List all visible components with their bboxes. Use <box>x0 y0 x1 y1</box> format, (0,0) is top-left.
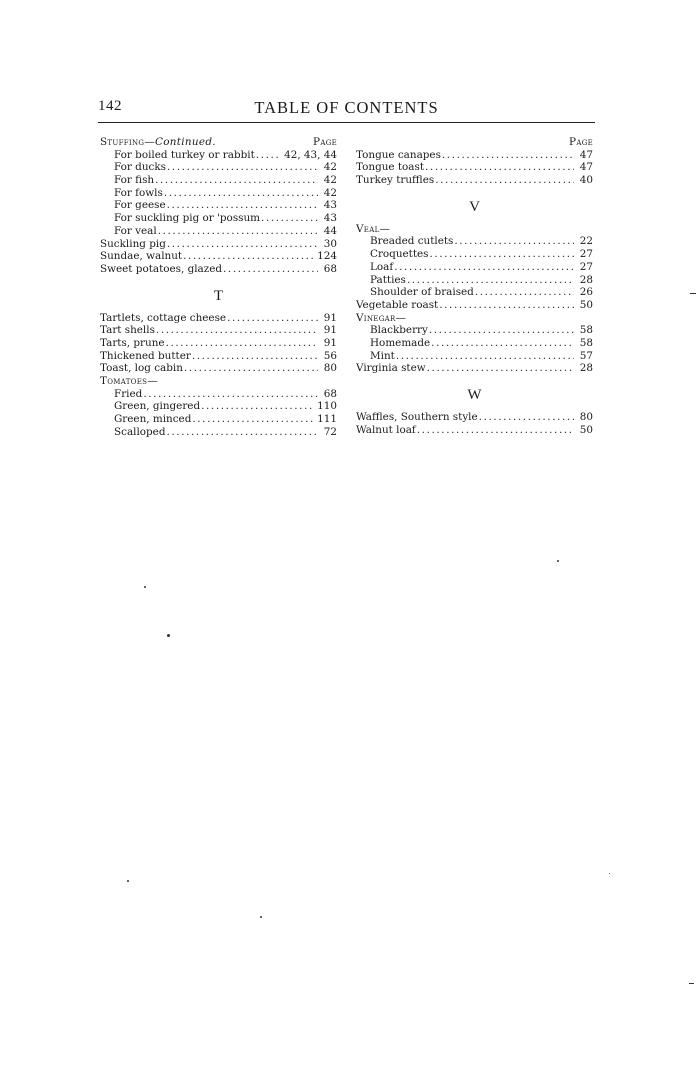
entry-page: 30 <box>323 237 337 250</box>
right-column <box>356 136 593 436</box>
entry-label: Scalloped <box>114 425 166 438</box>
leader-dots <box>427 362 574 375</box>
entry-label: Patties <box>370 273 406 286</box>
scan-speck <box>690 293 696 294</box>
entry-label: For fowls <box>114 186 163 199</box>
leader-dots <box>167 199 318 212</box>
entry-page: 91 <box>323 336 337 349</box>
letter-heading-w: W <box>467 387 482 403</box>
leader-dots <box>201 400 314 413</box>
leader-dots <box>192 413 314 426</box>
entry-page: 27 <box>579 248 593 261</box>
index-entry <box>100 199 337 212</box>
entry-label: Shoulder of braised <box>370 286 474 299</box>
spacer <box>356 187 593 199</box>
entry-page: 44 <box>323 224 337 237</box>
entry-page: 42 <box>323 174 337 187</box>
leader-dots <box>429 324 574 337</box>
index-entry <box>100 350 337 363</box>
index-entry <box>356 324 593 337</box>
entry-page: 28 <box>579 362 593 375</box>
leader-dots <box>454 235 574 248</box>
entry-label: For fish <box>114 174 155 187</box>
index-entry <box>100 187 337 200</box>
continued-heading: Stuffing—Continued. <box>100 136 216 148</box>
entry-label: For ducks <box>114 161 166 174</box>
page-title: TABLE OF CONTENTS <box>254 98 439 117</box>
leader-dots <box>164 187 318 200</box>
entry-label: For veal <box>114 224 157 237</box>
entry-page: 68 <box>323 262 337 275</box>
letter-heading-v: V <box>469 198 480 215</box>
entry-page: 111 <box>317 413 337 426</box>
leader-dots <box>256 149 281 162</box>
entry-label: Loaf <box>370 260 394 273</box>
entry-label: Waffles, Southern style <box>356 411 478 423</box>
index-entry <box>100 212 337 225</box>
scan-speck <box>144 586 146 588</box>
leader-dots <box>156 324 318 337</box>
page-number: 142 <box>98 98 122 114</box>
spacer <box>100 304 337 312</box>
category-heading-tomatoes: Tomatoes— <box>100 375 158 387</box>
index-entry <box>100 324 337 337</box>
category-heading-veal: Veal— <box>356 222 391 235</box>
index-entry <box>100 362 337 375</box>
index-entry <box>356 424 593 437</box>
page-column-label: Page <box>313 136 337 148</box>
spacer <box>356 215 593 223</box>
section-heading: Stuffing <box>100 136 145 148</box>
entry-page: 27 <box>579 260 593 273</box>
entry-label: Sundae, walnut <box>100 250 183 263</box>
left-column <box>100 136 337 438</box>
leader-dots <box>158 225 318 238</box>
entry-page: 72 <box>323 425 337 438</box>
entry-page: 80 <box>579 411 593 423</box>
index-entry <box>100 413 337 426</box>
leader-dots <box>227 312 318 325</box>
leader-dots <box>417 424 574 437</box>
index-entry <box>356 362 593 375</box>
index-entry <box>100 312 337 325</box>
entry-page: 42 <box>323 161 337 174</box>
entry-page: 80 <box>323 362 337 375</box>
header-rule <box>98 122 595 123</box>
right-column-header <box>356 136 593 149</box>
leader-dots <box>143 388 318 401</box>
entry-page: 43 <box>323 199 337 212</box>
leader-dots <box>442 149 574 162</box>
index-entry <box>356 235 593 248</box>
leader-dots <box>166 337 318 350</box>
entry-label: For geese <box>114 199 166 212</box>
entry-page: 50 <box>579 298 593 311</box>
entry-label: Fried <box>114 387 143 400</box>
entry-page: 50 <box>579 423 593 436</box>
entry-label: Mint <box>370 349 395 362</box>
leader-dots <box>439 299 574 312</box>
index-entry <box>100 400 337 413</box>
spacer <box>100 276 337 288</box>
entry-label: Tartlets, cottage cheese <box>100 311 227 324</box>
scan-speck <box>557 560 559 562</box>
running-header <box>98 98 595 120</box>
index-entry <box>356 274 593 287</box>
entry-page: 56 <box>323 349 337 362</box>
entry-page: 91 <box>323 324 337 337</box>
entry-page: 58 <box>579 336 593 349</box>
entry-label: Green, gingered <box>114 400 201 413</box>
entry-page: 58 <box>579 324 593 337</box>
leader-dots <box>435 174 574 187</box>
leader-dots <box>394 261 574 274</box>
leader-dots <box>430 248 575 261</box>
scan-speck <box>127 880 129 882</box>
entry-page: 68 <box>323 387 337 400</box>
index-entry <box>100 250 337 263</box>
leader-dots <box>167 238 318 251</box>
index-entry <box>100 149 337 162</box>
leader-dots <box>475 286 574 299</box>
index-entry <box>356 337 593 350</box>
entry-label: Vegetable roast <box>356 298 439 311</box>
entry-label: Toast, log cabin <box>100 362 183 375</box>
entry-page: 43 <box>323 212 337 225</box>
index-entry <box>100 161 337 174</box>
letter-heading-t: T <box>213 287 224 304</box>
entry-label: Green, minced <box>114 413 192 426</box>
leader-dots <box>184 362 318 375</box>
leader-dots <box>155 174 318 187</box>
leader-dots <box>167 426 319 439</box>
index-entry <box>356 248 593 261</box>
entry-page: 28 <box>579 273 593 286</box>
entry-label: Virginia stew <box>356 362 426 375</box>
leader-dots <box>407 274 574 287</box>
page-column-label: Page <box>569 136 593 148</box>
leader-dots <box>425 161 574 174</box>
entry-label: For boiled turkey or rabbit <box>114 148 255 161</box>
index-entry <box>100 238 337 251</box>
entry-label: Tart shells <box>100 324 155 337</box>
entry-page: 42, 43, 44 <box>284 148 337 161</box>
entry-label: Sweet potatoes, glazed <box>100 262 223 275</box>
index-entry <box>100 388 337 401</box>
entry-label: Walnut loaf <box>356 423 416 436</box>
entry-page: 22 <box>579 235 593 248</box>
leader-dots <box>183 250 314 263</box>
leader-dots <box>192 350 318 363</box>
entry-label: Croquettes <box>370 248 429 261</box>
entry-label: Homemade <box>370 336 431 349</box>
entry-label: For suckling pig or 'possum <box>114 212 261 225</box>
entry-page: 47 <box>579 148 593 161</box>
index-entry <box>356 161 593 174</box>
entry-page: 124 <box>317 250 337 263</box>
index-entry <box>356 149 593 162</box>
index-entry <box>100 225 337 238</box>
leader-dots <box>223 263 318 276</box>
index-entry <box>100 337 337 350</box>
index-entry <box>356 299 593 312</box>
spacer <box>356 375 593 387</box>
entry-page: 26 <box>579 286 593 299</box>
entry-label: Tongue canapes <box>356 148 441 161</box>
leader-dots <box>167 161 318 174</box>
entry-label: Tarts, prune <box>100 336 165 349</box>
leader-dots <box>479 411 574 424</box>
entry-page: 91 <box>323 311 337 324</box>
leader-dots <box>261 212 318 225</box>
leader-dots <box>396 350 574 363</box>
continued-label: Continued. <box>155 136 216 148</box>
entry-label: Thickened butter <box>100 349 191 362</box>
index-entry <box>356 350 593 363</box>
entry-page: 57 <box>579 349 593 362</box>
index-entry <box>356 261 593 274</box>
left-column-header <box>100 136 337 149</box>
scan-speck <box>609 873 610 874</box>
scan-speck <box>689 983 694 984</box>
index-entry <box>100 174 337 187</box>
scan-speck <box>167 634 170 637</box>
entry-label: Suckling pig <box>100 237 166 250</box>
entry-page: 110 <box>317 400 337 413</box>
entry-label: Breaded cutlets <box>370 235 454 248</box>
leader-dots <box>431 337 574 350</box>
category-heading-vinegar: Vinegar— <box>356 311 407 324</box>
entry-label: Tongue toast <box>356 161 425 174</box>
index-entry <box>356 174 593 187</box>
entry-label: Blackberry <box>370 324 428 337</box>
index-entry <box>100 263 337 276</box>
spacer <box>356 403 593 411</box>
entry-page: 40 <box>579 174 593 187</box>
entry-page: 47 <box>579 161 593 174</box>
entry-page: 42 <box>323 186 337 199</box>
entry-label: Turkey truffles <box>356 174 435 187</box>
index-entry <box>356 286 593 299</box>
index-entry <box>356 411 593 424</box>
index-entry <box>100 426 337 439</box>
scan-speck <box>260 916 262 918</box>
